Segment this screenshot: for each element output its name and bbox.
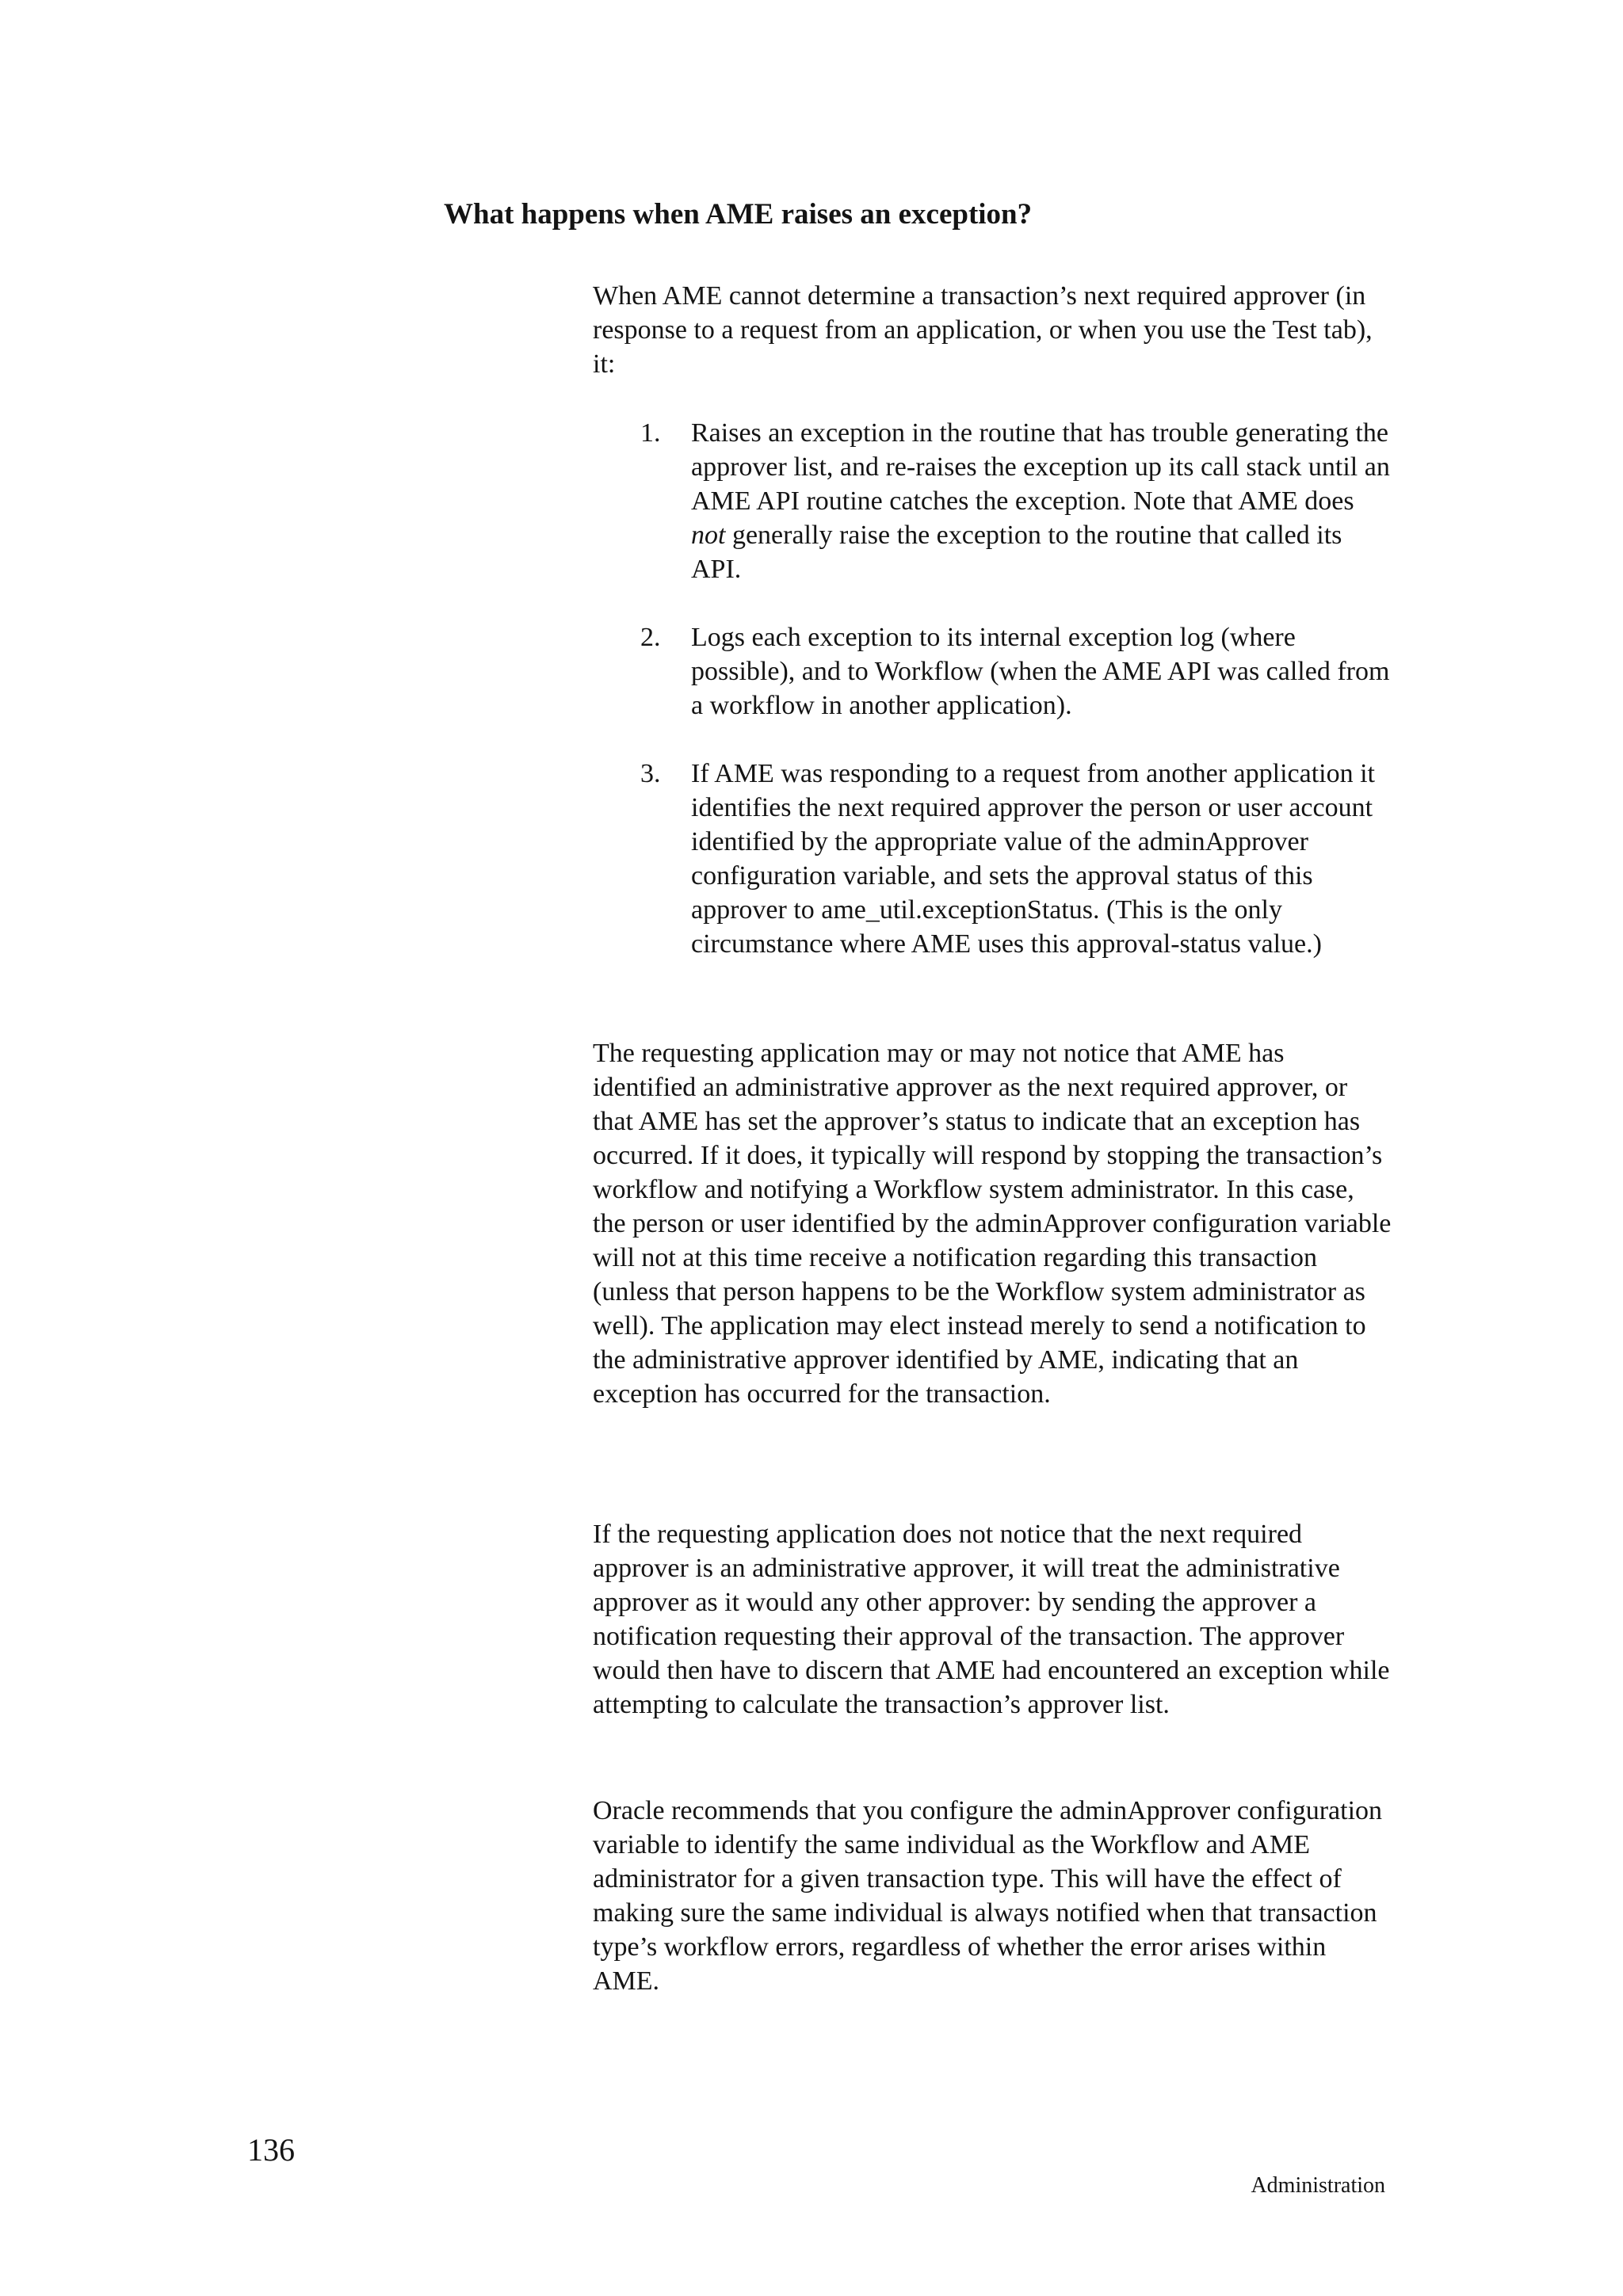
list-item-text: If AME was responding to a request from another application it identifies the next required approver the person or user account identified by the appropriate value of the adminApprover configuration variable, and sets the approval status of this approver to ame_util.exceptionStatus. (This is the only circumstance where AME uses this approval-status value.) (691, 759, 1375, 959)
intro-paragraph (593, 279, 1393, 381)
paragraph-text: The requesting application may or may not notice that AME has identified an administrative approver as the next required approver, or that AME has set the approver’s status to indicate that an exception has occurred. If it does, it typically will respond by stopping the transaction’s workflow and notifying a Workflow system administrator. In this case, the person or user identified by the adminApprover configuration variable will not at this time receive a notification regarding this transaction (unless that person happens to be the Workflow system administrator as well). The application may elect instead merely to send a notification to the administrative approver identified by AME, indicating that an exception has occurred for the transaction. (593, 1039, 1392, 1409)
page-number: 136 (247, 2132, 295, 2168)
exception-steps-list (640, 416, 1395, 995)
section-heading: What happens when AME raises an exception? (444, 198, 1033, 231)
list-item (640, 757, 1395, 961)
list-item (640, 620, 1395, 723)
emphasis-text: not (691, 521, 726, 550)
list-number: 1. (640, 418, 661, 448)
body-paragraph (593, 1517, 1393, 1722)
list-number: 3. (640, 759, 661, 788)
footer-section-title: Administration (1251, 2173, 1385, 2198)
list-item (640, 416, 1395, 586)
list-item-text-continued: generally raise the exception to the routine that called its API. (691, 521, 1342, 584)
paragraph-text: If the requesting application does not notice that the next required approver is an administrative approver, it will treat the administrative approver as it would any other approver: by sending the approver a notification requesting their approval of the transaction. The approver would then have to discern that AME had encountered an exception while attempting to calculate the transaction’s approver list. (593, 1520, 1390, 1719)
paragraph-text: Oracle recommends that you configure the adminApprover configuration variable to identify the same individual as the Workflow and AME administrator for a given transaction type. This will have the effect of making sure the same individual is always notified when that transaction type’s workflow errors, regardless of whether the error arises within AME. (593, 1796, 1383, 1996)
body-paragraph (593, 1036, 1393, 1411)
list-number: 2. (640, 623, 661, 652)
intro-text: When AME cannot determine a transaction’s next required approver (in response to a request from an application, or when you use the Test tab), it: (593, 281, 1373, 379)
list-item-text: Raises an exception in the routine that has trouble generating the approver list, and re-raises the exception up its call stack until an AME API routine catches the exception. Note that AME does (691, 418, 1390, 516)
body-paragraph (593, 1794, 1393, 1998)
list-item-text: Logs each exception to its internal exception log (where possible), and to Workflow (when the AME API was called from a workflow in another application). (691, 623, 1390, 720)
